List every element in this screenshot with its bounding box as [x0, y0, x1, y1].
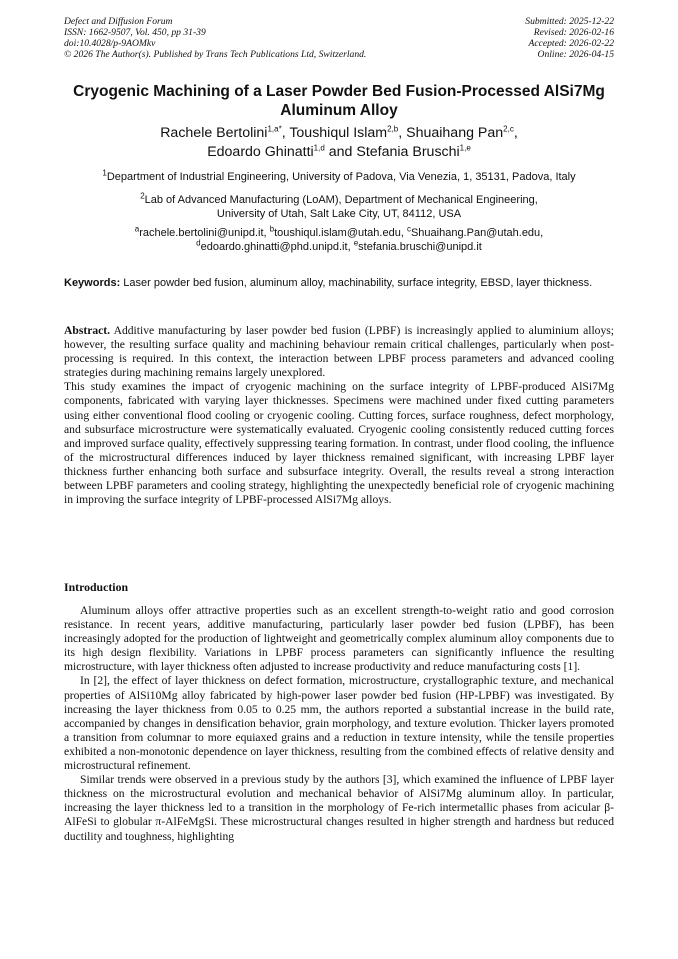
keywords-text: Laser powder bed fusion, aluminum alloy, machinability, surface integrity, EBSD, layer thickness.: [120, 277, 593, 289]
email-superscript: e: [353, 238, 359, 248]
body-paragraph: Similar trends were observed in a previous study by the authors [3], which examined the influence of LPBF layer thickness on the microstructural evolution and mechanical behavior of AlSi7Mg aluminum alloy. In particular, increasing the layer thickness led to a transition in the morphology of Fe-rich intermetallic phases from acicular β-AlFeSi to globular π-AlFeMgSi. These microstructural changes resulted in higher strength and hardness but reduced ductility and toughness, highlighting: [64, 773, 614, 843]
body-paragraph: Aluminum alloys offer attractive properties such as an excellent strength-to-weight ratio and good corrosion resistance. In recent years, additive manufacturing, particularly laser powder bed fusion (LPBF), has been increasingly adopted for the production of lightweight and geometrically complex aluminum alloy components due to its high design flexibility. Variations in LPBF process parameters can significantly influence the resulting microstructure, with layer thickness often adjusted to increase productivity and reduce manufacturing costs [1].: [64, 604, 614, 674]
affiliation-text: Lab of Advanced Manufacturing (LoAM), Department of Mechanical Engineering,: [144, 194, 538, 206]
author-superscript: 1,a*: [267, 124, 282, 134]
author-name: Edoardo Ghinatti: [207, 144, 314, 160]
email-list: [40, 226, 638, 254]
journal-name: Defect and Diffusion Forum: [64, 16, 173, 27]
submitted-date: Submitted: 2025-12-22: [525, 16, 614, 27]
email-superscript: c: [406, 224, 411, 234]
abstract-paragraph: [64, 324, 614, 380]
author-name: Toushiqul Islam: [289, 125, 388, 141]
author-name: Stefania Bruschi: [356, 144, 460, 160]
email-separator: ,: [400, 227, 407, 239]
keywords: [64, 276, 614, 290]
author-separator: ,: [398, 125, 407, 141]
author-list: [40, 124, 638, 162]
email-link[interactable]: rachele.bertolini@unipd.it: [139, 227, 264, 239]
email-superscript: a: [134, 224, 140, 234]
affiliation-superscript: 1: [102, 168, 107, 178]
abstract-label: Abstract.: [64, 324, 111, 337]
author-superscript: 1,d: [313, 143, 325, 153]
email-separator: ,: [263, 227, 270, 239]
journal-doi[interactable]: doi:10.4028/p-9AOMkv: [64, 38, 156, 49]
keywords-label: Keywords:: [64, 277, 121, 289]
affiliation-text: Department of Industrial Engineering, University of Padova, Via Venezia, 1, 35131, Padova, Italy: [106, 171, 576, 183]
journal-issn: ISSN: 1662-9507, Vol. 450, pp 31-39: [64, 27, 206, 38]
email-link[interactable]: Shuaihang.Pan@utah.edu,: [410, 227, 544, 239]
revised-date: Revised: 2026-02-16: [533, 27, 614, 38]
copyright-line: © 2026 The Author(s). Published by Trans Tech Publications Ltd, Switzerland.: [64, 49, 367, 60]
accepted-date: Accepted: 2026-02-22: [528, 38, 614, 49]
email-link[interactable]: stefania.bruschi@unipd.it: [358, 241, 482, 253]
affiliation-1: [40, 170, 638, 184]
email-link[interactable]: toushiqul.islam@utah.edu: [274, 227, 401, 239]
paper-title: Cryogenic Machining of a Laser Powder Bed Fusion-Processed AlSi7Mg Aluminum Alloy: [73, 83, 605, 119]
introduction-heading: Introduction: [64, 580, 129, 594]
body-paragraph: In [2], the effect of layer thickness on defect formation, microstructure, crystallographic texture, and mechanical properties of AlSi10Mg alloy fabricated by high-power laser powder bed fusion (HP-LPBF) was investigated. By increasing the layer thickness from 0.05 to 0.25 mm, the authors reported a substantial increase in the build rate, accompanied by changes in densification behavior, grain morphology, and texture evolution. Thicker layers promoted a transition from columnar to more equiaxed grains and a reduction in texture intensity, while the tensile properties exhibited a non-monotonic dependence on layer thickness, resulting from the combined effects of relative density and microstructural refinement.: [64, 674, 614, 773]
journal-info: [64, 16, 366, 60]
abstract-paragraph: This study examines the impact of cryogenic machining on the surface integrity of LPBF-produced AlSi7Mg components, fabricated with varying layer thicknesses. Specimens were machined under fixed cutting parameters using either conventional flood cooling or cryogenic cooling. Cutting forces, surface roughness, defect morphology, and subsurface microstructure were systematically evaluated. Cryogenic cooling consistently reduced cutting forces and improved surface quality, effectively suppressing tearing formation. In contrast, under flood cooling, the influence of the microstructural differences induced by layer thickness remained significant, with increasing LPBF layer thickness further enhancing both surface and subsurface integrity. Overall, the results reveal a strong interaction between LPBF parameters and cooling strategy, highlighting the unexpectedly beneficial role of cryogenic machining in improving the surface integrity of LPBF-processed AlSi7Mg alloys.: [64, 380, 614, 507]
author-separator: ,: [281, 125, 290, 141]
email-separator: ,: [347, 241, 354, 253]
author-superscript: 2,c: [503, 124, 514, 134]
author-separator: ,: [513, 125, 518, 141]
email-superscript: b: [269, 224, 275, 234]
introduction-body: [64, 604, 614, 844]
author-separator: and: [324, 144, 357, 160]
online-date: Online: 2026-04-15: [537, 49, 614, 60]
author-name: Rachele Bertolini: [160, 125, 268, 141]
abstract: [64, 324, 614, 507]
email-link[interactable]: edoardo.ghinatti@phd.unipd.it: [200, 241, 348, 253]
abstract-text: Additive manufacturing by laser powder bed fusion (LPBF) is increasingly applied to aluminium alloys; however, the resulting surface quality and machining behaviour remain critical challenges, particularly when post-processing is required. In this context, the interaction between LPBF process parameters and advanced cooling strategies during machining remains largely unexplored.: [64, 324, 614, 380]
affiliation-2: [40, 193, 638, 221]
author-superscript: 1,e: [459, 143, 471, 153]
affiliation-text: University of Utah, Salt Lake City, UT, 84112, USA: [216, 208, 462, 220]
affiliation-superscript: 2: [140, 191, 145, 201]
submission-dates: [525, 16, 614, 60]
email-superscript: d: [196, 238, 201, 248]
author-superscript: 2,b: [387, 124, 399, 134]
author-name: Shuaihang Pan: [406, 125, 504, 141]
